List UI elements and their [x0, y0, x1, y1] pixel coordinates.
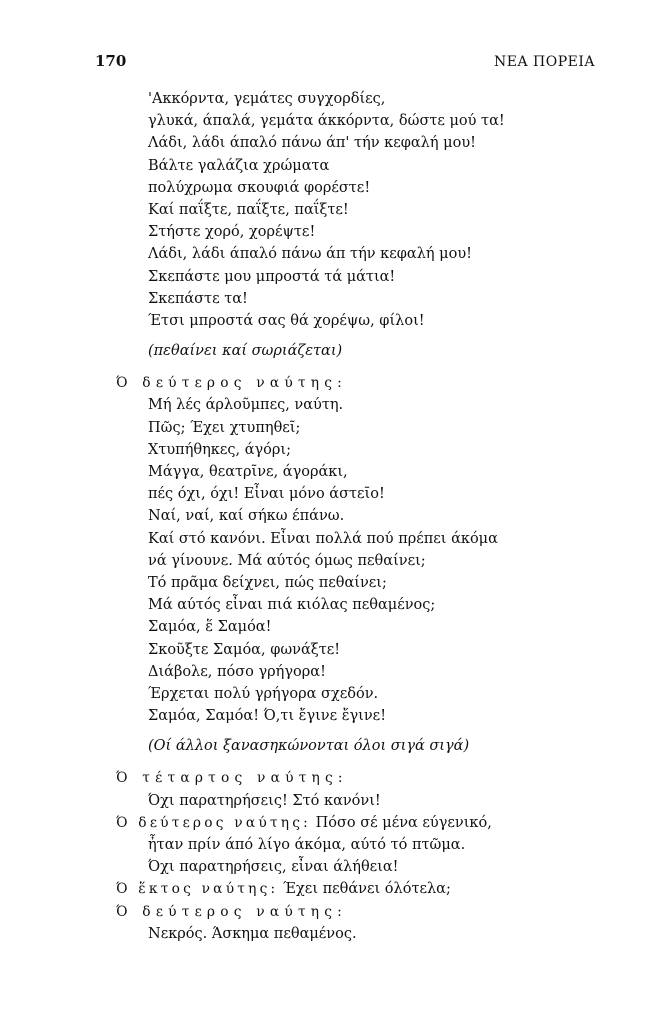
verse-line: Λάδι, λάδι άπαλό πάνω άπ' τήν κεφαλή μου!	[148, 135, 476, 152]
speaker-label: Ό δεύτερος ναύτης:	[116, 375, 348, 392]
verse-line: Έρχεται πολύ γρήγορα σχεδόν.	[148, 685, 379, 702]
speech-block-6	[0, 901, 667, 945]
verse-block-1	[0, 88, 667, 362]
speaker-label: Ό δεύτερος ναύτης:	[116, 814, 312, 831]
verse-line: Λάδι, λάδι άπαλό πάνω άπ τήν κεφαλή μου!	[148, 246, 472, 263]
speech-block-3	[0, 767, 667, 811]
running-head: ΝΕΑ ΠΟΡΕΙΑ	[494, 54, 595, 70]
speech-block-4	[0, 812, 667, 879]
speaker-label: Ό δεύτερος ναύτης:	[116, 903, 348, 920]
verse-line: Σαμόα, Σαμόα! Ό,τι ἔγινε ἔγινε!	[148, 708, 387, 725]
verse-line: Μά αύτός εἶναι πιά κιόλας πεθαμένος;	[148, 597, 436, 614]
speaker-label: Ό τέταρτος ναύτης:	[116, 770, 348, 787]
verse-line: πολύχρωμα σκουφιά φορέστε!	[148, 179, 371, 196]
verse-line: γλυκά, άπαλά, γεμάτα άκκόρντα, δώστε μού τα!	[148, 113, 505, 130]
verse-line: Μή λές άρλοῦμπες, ναύτη.	[148, 397, 344, 414]
stage-direction: (πεθαίνει καί σωριάζεται)	[148, 343, 343, 360]
page-body	[0, 88, 667, 945]
verse-line: ἦταν πρίν άπό λίγο άκόμα, αύτό τό πτῶμα.	[148, 837, 466, 853]
verse-line: Τό πρᾶμα δείχνει, πώς πεθαίνει;	[148, 574, 387, 591]
verse-line: Σαμόα, ἕ Σαμόα!	[148, 619, 272, 636]
verse-text: Πόσο σέ μένα εύγενικό,	[311, 814, 492, 831]
verse-line: Όχι παρατηρήσεις! Στό κανόνι!	[148, 792, 381, 809]
verse-line: Σκεπάστε μου μπροστά τά μάτια!	[148, 268, 396, 285]
verse-line: Καί παΐξτε, παΐξτε, παΐξτε!	[148, 201, 349, 218]
verse-line: Πῶς; Έχει χτυπηθεῖ;	[148, 419, 301, 436]
verse-line: Στήστε χορό, χορέψτε!	[148, 224, 316, 241]
page-number: 170	[95, 52, 127, 70]
verse-line: Ναί, ναί, καί σήκω έπάνω.	[148, 508, 345, 525]
speech-block-2	[0, 372, 667, 757]
verse-line: Καί στό κανόνι. Εἶναι πολλά πού πρέπει άκόμα	[148, 530, 498, 547]
stage-direction: (Οί άλλοι ξανασηκώνονται όλοι σιγά σιγά)	[148, 738, 470, 755]
verse-line: Μάγγα, θεατρῖνε, άγοράκι,	[148, 464, 348, 480]
verse-line: Έτσι μπροστά σας θά χορέψω, φίλοι!	[148, 312, 425, 329]
verse-text: Έχει πεθάνει όλότελα;	[278, 881, 451, 898]
verse-line: Όχι παρατηρήσεις, εἶναι άλήθεια!	[148, 859, 399, 876]
speaker-label: Ό ἕκτος ναύτης:	[116, 881, 279, 898]
verse-line: Διάβολε, πόσο γρήγορα!	[148, 663, 326, 680]
verse-line: 'Ακκόρντα, γεμάτες συγχορδίες,	[148, 91, 386, 107]
verse-line: Χτυπήθηκες, άγόρι;	[148, 441, 291, 458]
verse-line: Νεκρός. Άσκημα πεθαμένος.	[148, 925, 357, 942]
speech-block-5	[0, 878, 667, 900]
verse-line: νά γίνουνε. Μά αύτός όμως πεθαίνει;	[148, 552, 426, 569]
verse-line: πές όχι, όχι! Εἶναι μόνο άστεῖο!	[148, 486, 385, 503]
verse-line: Σκοῦξτε Σαμόα, φωνάξτε!	[148, 641, 341, 658]
verse-line: Βάλτε γαλάζια χρώματα	[148, 157, 330, 174]
verse-line: Σκεπάστε τα!	[148, 290, 248, 307]
